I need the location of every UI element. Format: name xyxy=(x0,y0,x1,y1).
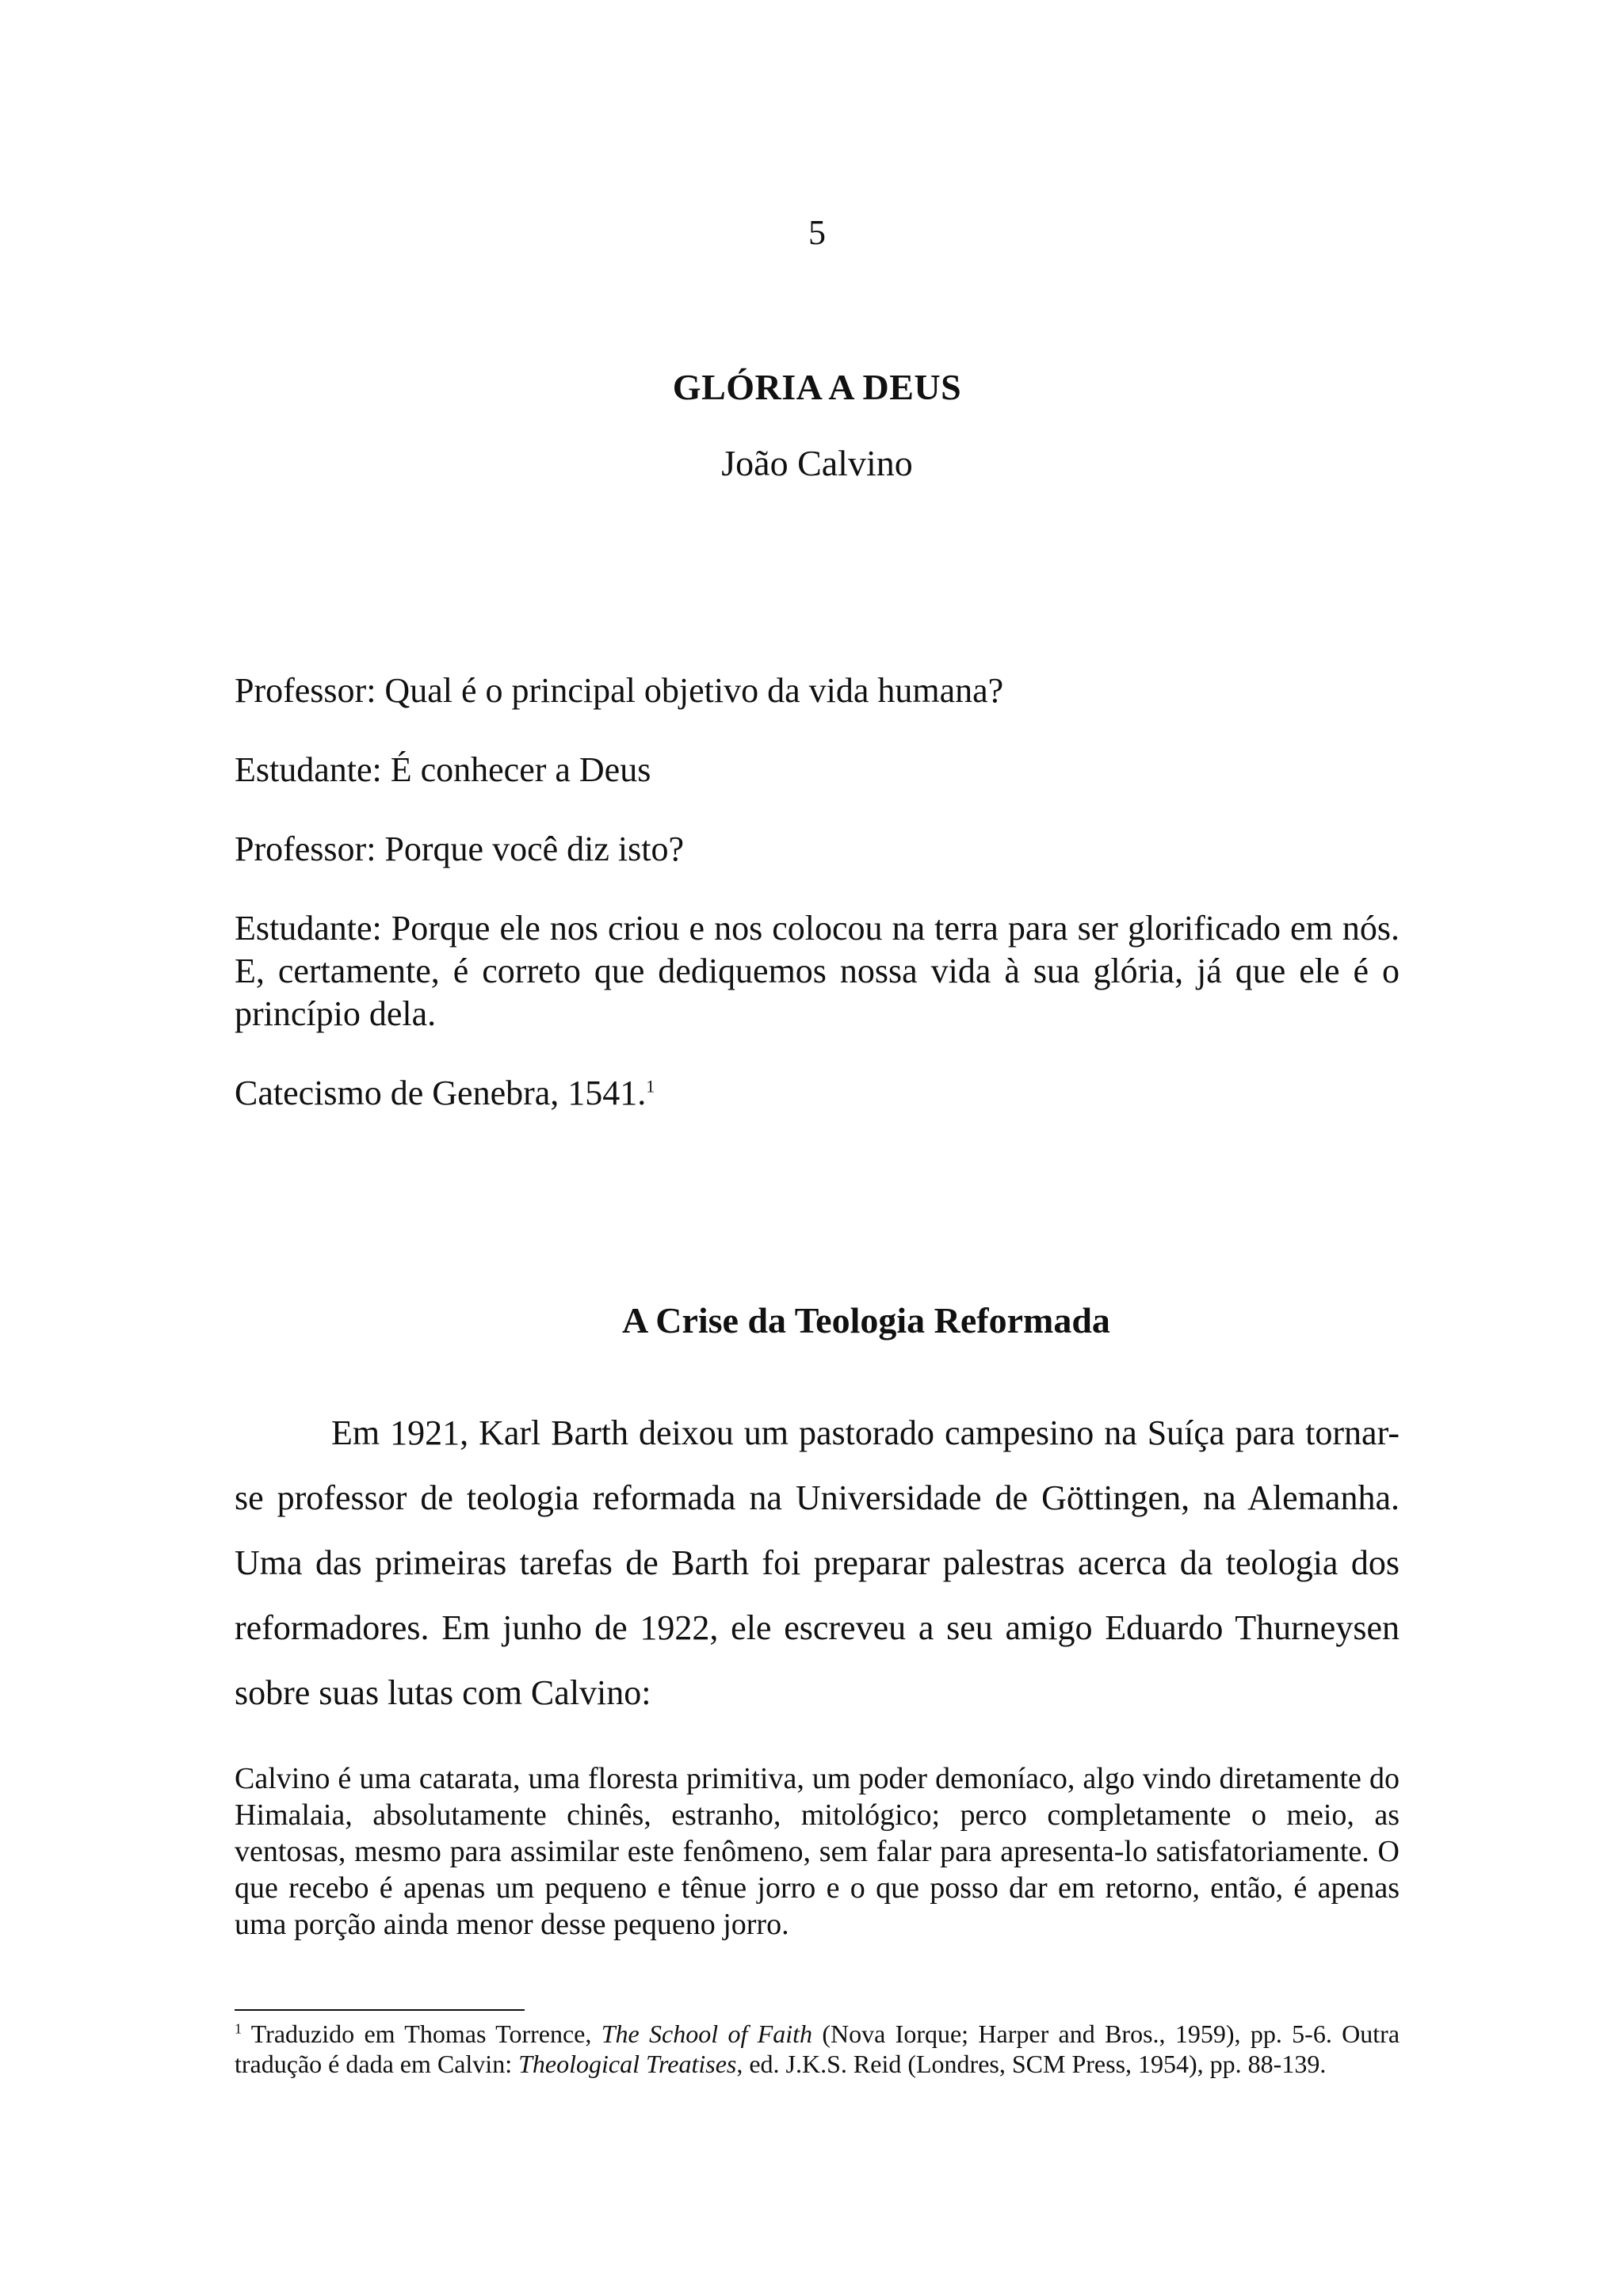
block-quote: Calvino é uma catarata, uma floresta primitiva, um poder demoníaco, algo vindo diretamente do Himalaia, absolutamente chinês, estranho, mitológico; perco completamente o meio, as ventosas, mesmo para assimilar este fenômeno, sem falar para apresenta-lo satisfatoriamente. O que recebo é apenas um pequeno e tênue jorro e o que posso dar em retorno, então, é apenas uma porção ainda menor desse pequeno jorro. xyxy=(235,1762,1400,1941)
footnote-book-title: Theological Treatises xyxy=(518,2050,737,2078)
page-number: 5 xyxy=(808,213,826,252)
citation-text: Catecismo de Genebra, 1541. xyxy=(235,1074,647,1112)
footnote-book-title: The School of Faith xyxy=(601,2019,813,2048)
page-title: GLÓRIA A DEUS xyxy=(672,367,962,407)
footnote-divider xyxy=(235,2009,525,2011)
dialogue-line: Professor: Qual é o principal objetivo da vida humana? xyxy=(235,671,1004,710)
body-paragraph: Em 1921, Karl Barth deixou um pastorado campesino na Suíça para tornar-se professor de teologia reformada na Universidade de Göttingen, na Alemanha. Uma das primeiras tarefas de Barth foi preparar palestras acerca da teologia dos reformadores. Em junho de 1922, ele escreveu a seu amigo Eduardo Thurneysen sobre suas lutas com Calvino: xyxy=(235,1413,1400,1712)
dialogue-line: Estudante: É conhecer a Deus xyxy=(235,750,651,789)
footnote-number: 1 xyxy=(235,2020,242,2037)
catechism-dialogue xyxy=(235,669,1400,1151)
footnote-text: (Nova Iorque; Harper and Bros., 1959), pp. 5-6. Outra tradução é dada em Calvin: xyxy=(235,2019,1400,2078)
citation xyxy=(235,1072,1400,1115)
footnote xyxy=(235,2019,1400,2079)
footnote-marker: 1 xyxy=(646,1076,655,1097)
footnote-text: , ed. J.K.S. Reid (Londres, SCM Press, 1954), pp. 88-139. xyxy=(736,2050,1327,2078)
author-name: João Calvino xyxy=(721,443,913,483)
footnote-text: Traduzido em Thomas Torrence, xyxy=(242,2019,601,2048)
section-heading: A Crise da Teologia Reformada xyxy=(622,1300,1110,1341)
dialogue-line: Professor: Porque você diz isto? xyxy=(235,830,684,868)
dialogue-line: Estudante: Porque ele nos criou e nos colocou na terra para ser glorificado em nós. E, certamente, é correto que dediquemos nossa vida à sua glória, já que ele é o princípio dela. xyxy=(235,909,1400,1033)
